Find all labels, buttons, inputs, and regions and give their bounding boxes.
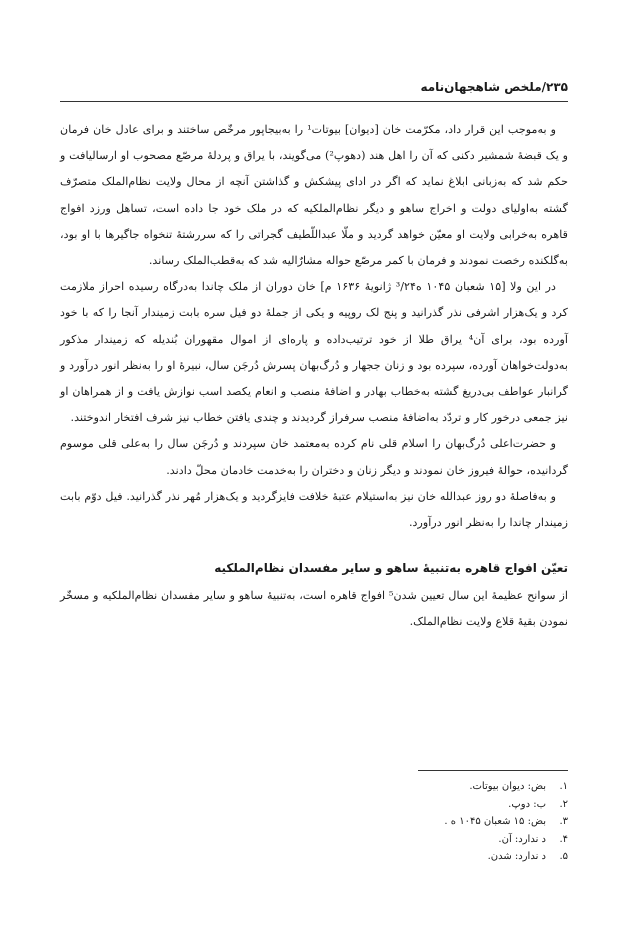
paragraph: و به‌فاصلهٔ دو روز عبدالله خان نیز به‌استیلام عتبهٔ خلافت فایزگردید و یک‌هزار مُهر نذر گذرانید. فیل دوّم بابت زمیندار چاندا را به‌نظر انور درآورد. <box>60 489 568 530</box>
footnote-rule <box>418 770 568 771</box>
footnote-text: بض: دیوان بیوتات. <box>469 781 546 792</box>
body-text <box>60 117 568 636</box>
footnote-text: بض: ۱۵ شعبان ۱۰۴۵ ه . <box>444 816 546 827</box>
footnote-number: ۳. <box>559 816 568 827</box>
footnote-text: ب: دوپ. <box>508 798 546 810</box>
footnote-text: د ندارد: آن. <box>498 833 546 845</box>
header-title: ۲۳۵/ملخص شاهجهان‌نامه <box>420 80 568 94</box>
footnote-number: ۲. <box>559 798 568 810</box>
footnote-number: ۴. <box>559 833 568 845</box>
running-header <box>60 80 568 98</box>
paragraph: و حضرت‌اعلی دُرگ‌بهان را اسلام قلی نام کرده به‌معتمد خان سپردند و دُرجَن سال را به‌علی قلی موسوم گردانیده، حوالهٔ فیروز خان نمودند و دیگر زنان و دختران را به‌خدمت خادمان محلّ دادند. <box>60 437 568 477</box>
footnote <box>60 796 568 814</box>
footnote <box>60 848 568 866</box>
footnote-number: ۵. <box>559 851 568 862</box>
footnote <box>60 813 568 831</box>
footnote-number: ۱. <box>559 781 568 792</box>
paragraph: در این ولا [۱۵ شعبان ۱۰۴۵ ه³/۲۴ ژانویهٔ ۱۶۳۶ م] خان دوران از ملک چاندا به‌درگاه رسیده احراز ملازمت کرد و یک‌هزار اشرفی نذر گذرانید و پنج لک روپیه و یکی از جملهٔ دو فیل سره بابت زمیندار آنجا را که با خود آورده بود، برای آن⁴ یراق طلا از خود ترتیب‌داده و پاره‌ای از اموال مقهوران بُندیله که زمیندار مذکور به‌دولت‌خواهان آورده، سپرده بود و زنان ججهار و دُرگ‌بهان پسرش دُرجَن سال، نبیرهٔ او را به‌نظر انور درآورد و گرانبار عواطف بی‌دریغ گشته به‌خطاب بهادر و اضافهٔ منصب و انعام یکصد اسب نوازش یافت و از همراهان او نیز جمعی درخور کار و تردّد به‌اضافهٔ منصب سرفراز گردیدند و چندی یافتن خطاب نیز شرف افتخار اندوختند. <box>60 280 568 425</box>
footnotes <box>60 778 568 866</box>
paragraph: و به‌موجب این قرار داد، مکرّمت خان [دیوان] بیوتات¹ را به‌بیجاپور مرخّص ساختند و برای عادل خان فرمان و یک قبضهٔ شمشیر دکنی که آن را اهل هند (دهوپ²) می‌گویند، با یراق و پردلهٔ مرصّع مصحوب او ارسالیافت و حکم شد که به‌زبانی ابلاغ نماید که اگر در ادای پیشکش و گذاشتن آنچه از محال ولایت نظام‌الملک متصرّف گشته به‌اولیای دولت و اخراج ساهو و دیگر نظام‌الملکیه که در ملک خود جا داده است، تساهل ورزد افواج قاهره به‌خرابی ولایت او معیّن خواهد گردید و ملّا عبداللّطیف گجراتی را که سررشتهٔ تنخواه جاگیرها با او بود، به‌گلکنده رخصت نمودند و فرمان با کمر مرصّع حواله مشارٌالیه شد که به‌قطب‌الملک رساند. <box>60 123 568 268</box>
section-paragraph: از سوانح عظیمهٔ این سال تعیین شدن⁵ افواج قاهره است، به‌تنبیهٔ ساهو و سایر مفسدان نظام‌الملکیه و مسخّر نمودن بقیهٔ قلاع ولایت نظام‌الملک. <box>60 589 569 629</box>
header-rule <box>60 101 568 102</box>
footnote <box>60 831 568 849</box>
section-heading: تعیّن افواج قاهره به‌تنبیهٔ ساهو و سایر مفسدان نظام‌الملکیه <box>214 561 568 576</box>
footnote-text: د ندارد: شدن. <box>487 851 546 862</box>
footnote <box>60 778 568 796</box>
